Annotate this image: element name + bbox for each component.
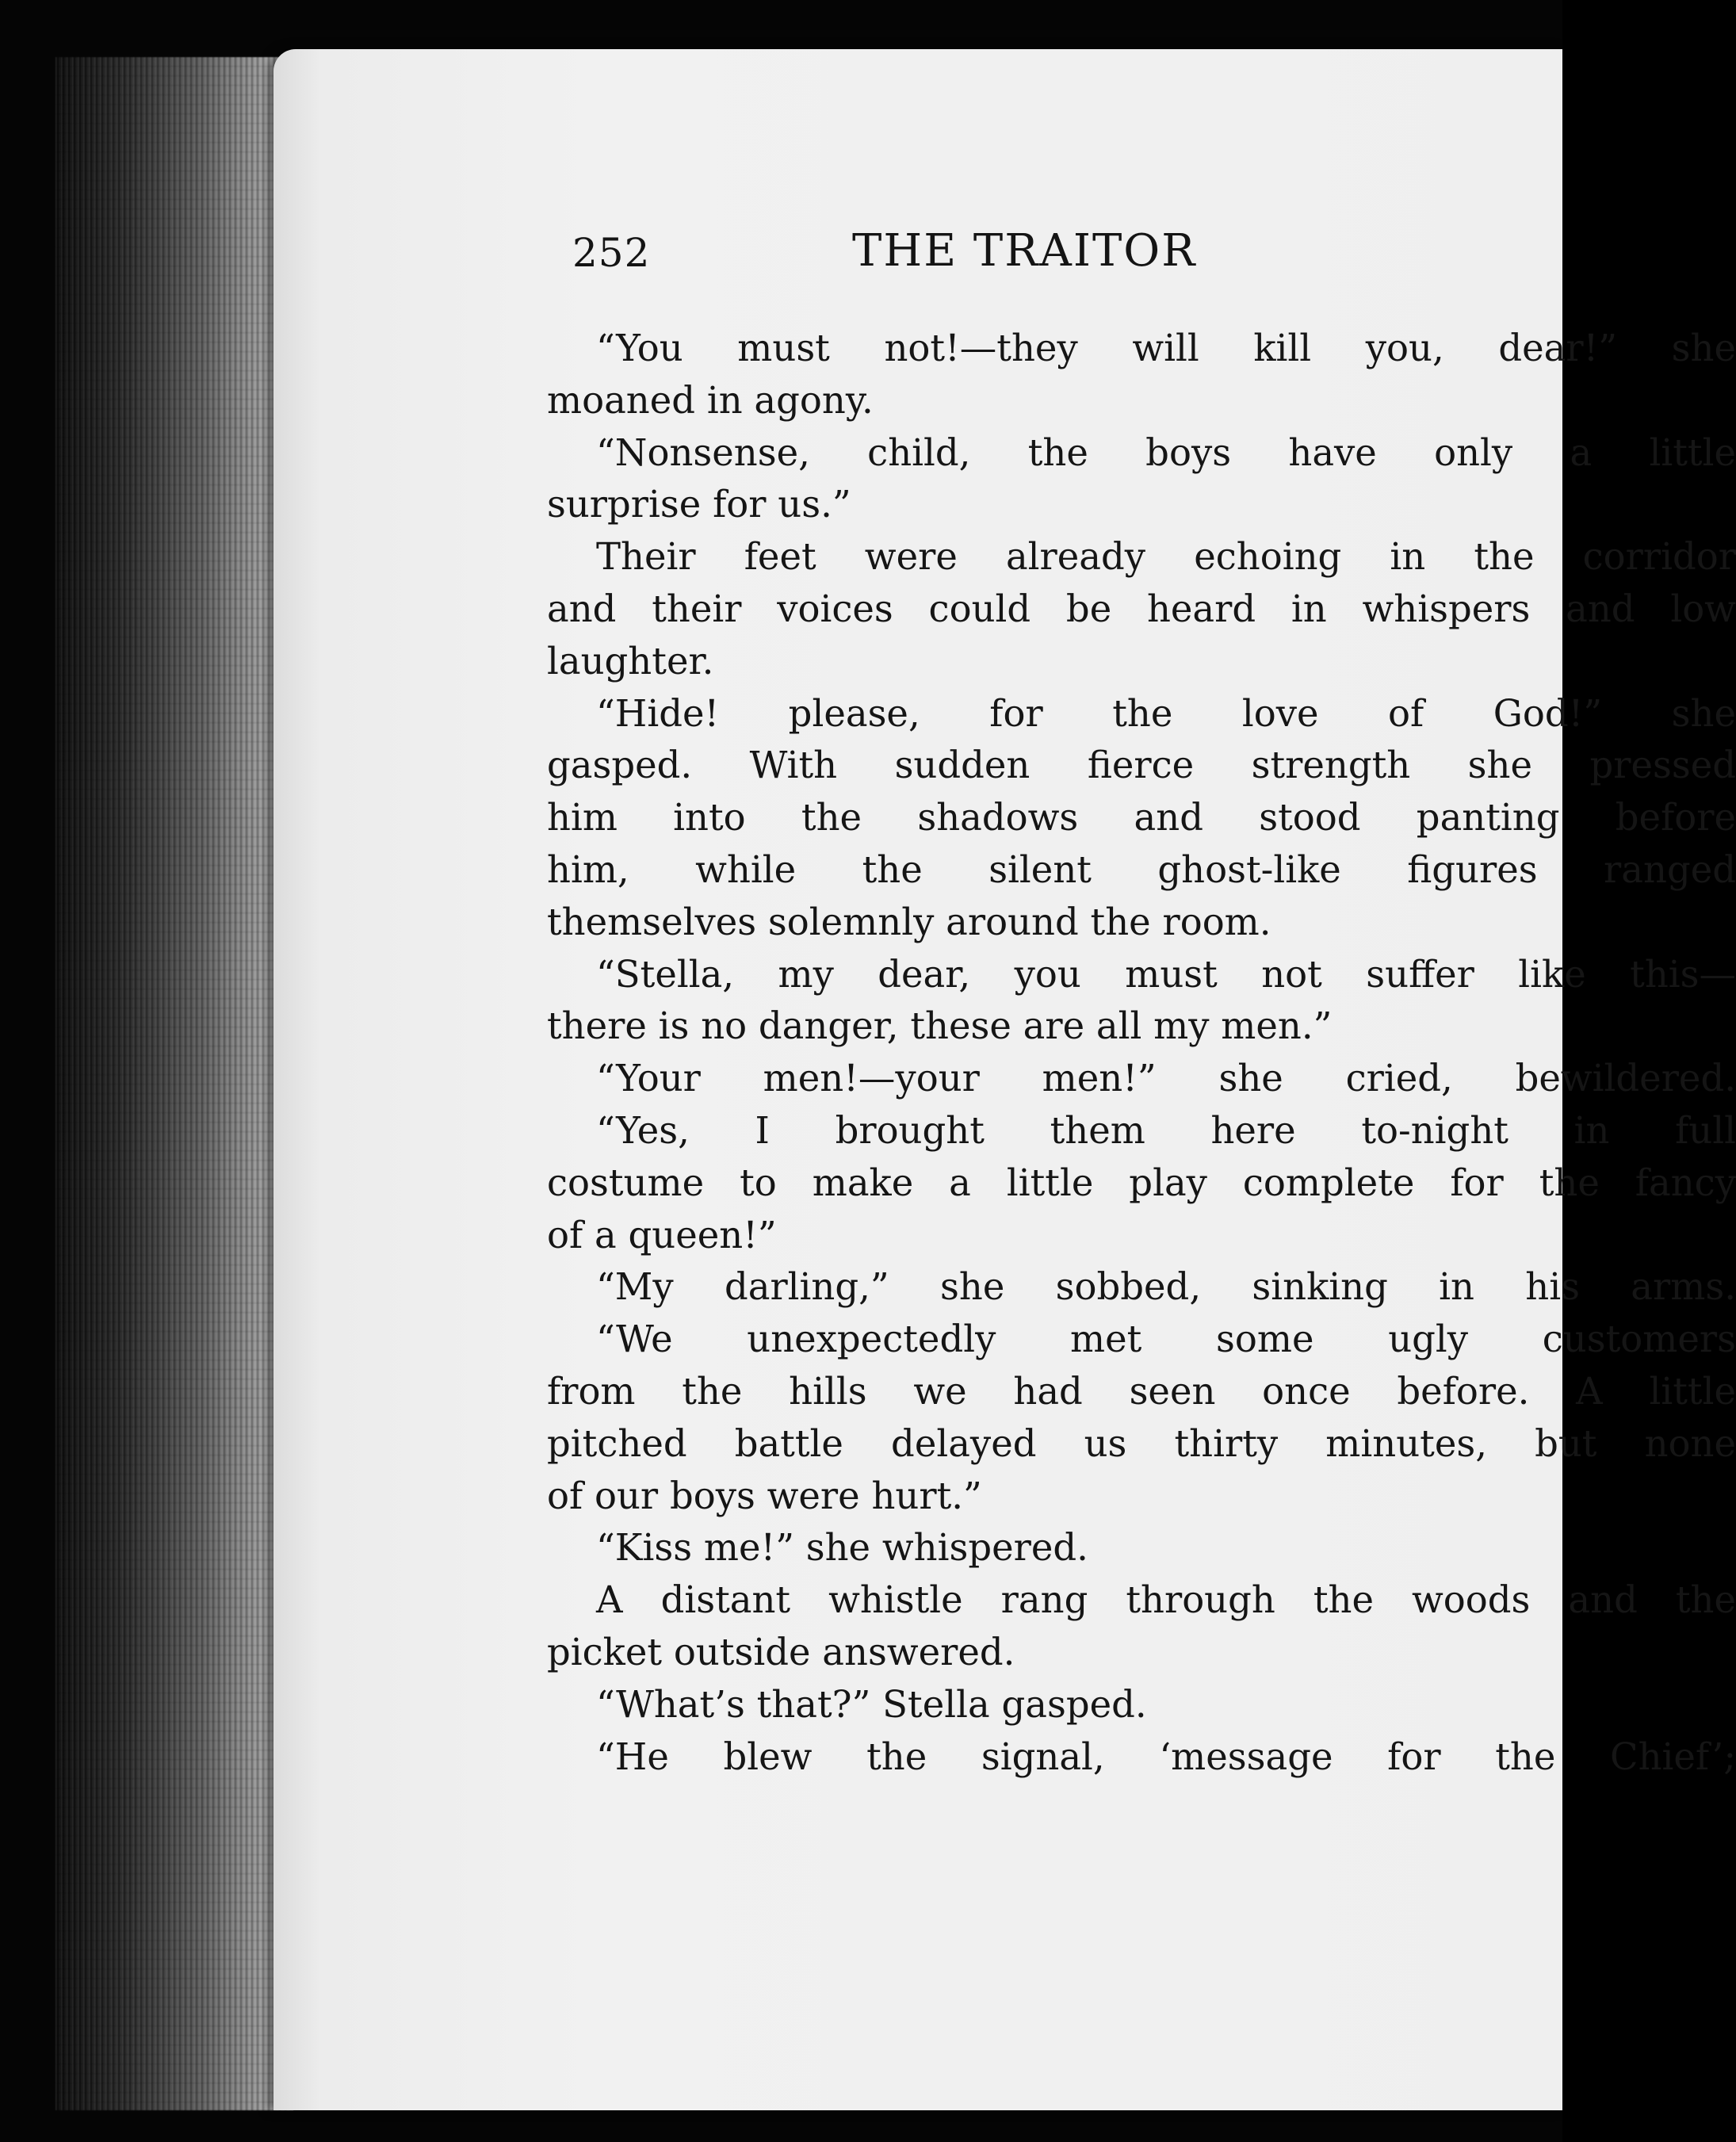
page-number: 252 [572,230,651,276]
text-line: laughter. [547,639,714,683]
text-line: surprise for us.” [547,483,851,526]
text-line: of our boys were hurt.” [547,1474,982,1517]
text-line: “He blew the signal, ‘message for the Chief’; [596,1735,1736,1778]
text-line: “You must not!—they will kill you, dear!” she [596,327,1736,369]
text-line: A distant whistle rang through the woods and the [596,1578,1736,1622]
text-line: Their feet were already echoing in the corridor [596,535,1736,579]
text-line: moaned in agony. [547,378,874,422]
text-line: “Your men!—your men!” she cried, bewildered. [596,1057,1736,1100]
text-line: “Hide! please, for the love of God!” she [596,691,1736,735]
text-line: “Kiss me!” she whispered. [596,1526,1088,1570]
body-text [547,323,1736,1783]
text-line: costume to make a little play complete for the fancy [547,1161,1736,1204]
text-line: there is no danger, these are all my men.” [547,1004,1333,1048]
book-page [273,49,1736,2110]
text-line: “Nonsense, child, the boys have only a little [596,430,1736,474]
text-line: him into the shadows and stood panting before [547,796,1736,840]
text-line: “We unexpectedly met some ugly customers [596,1318,1736,1361]
text-line: pitched battle delayed us thirty minutes, but none [547,1421,1736,1465]
text-line: and their voices could be heard in whispers and low [547,587,1736,630]
book-fore-edge [55,57,293,2110]
text-line: “What’s that?” Stella gasped. [596,1682,1147,1726]
text-line: him, while the silent ghost-like figures ranged [547,847,1736,891]
text-line: from the hills we had seen once before. A little [547,1369,1736,1413]
text-line: picket outside answered. [547,1630,1015,1673]
text-line: gasped. With sudden fierce strength she pressed [547,744,1736,787]
text-line: themselves solemnly around the room. [547,900,1271,943]
text-line: “Stella, my dear, you must not suffer like this— [596,952,1736,996]
text-line: “Yes, I brought them here to-night in full [596,1108,1736,1152]
text-line: of a queen!” [547,1213,777,1257]
book-title: THE TRAITOR [852,225,1197,277]
text-line: “My darling,” she sobbed, sinking in his arms. [596,1265,1736,1309]
